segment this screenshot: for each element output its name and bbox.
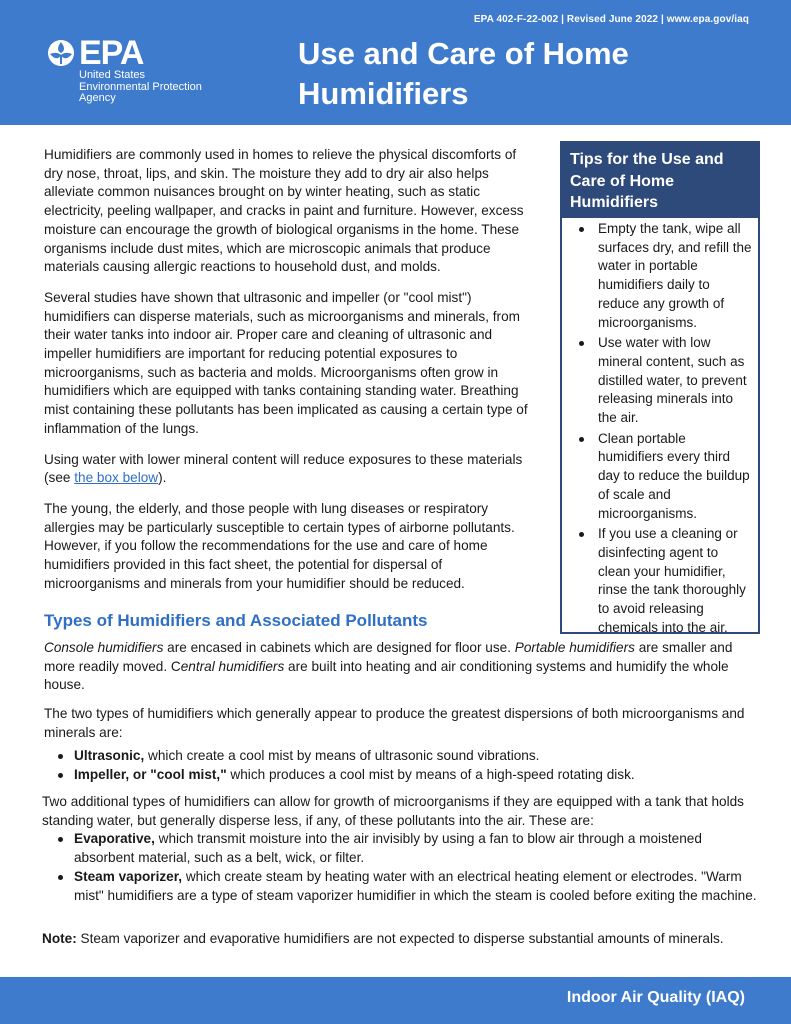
box-below-link[interactable]: the box below	[74, 470, 159, 486]
list-item	[44, 830, 758, 867]
footer-banner	[0, 977, 791, 1024]
greatest-dispersion-section	[44, 705, 756, 785]
item-text: which transmit moisture into the air invisibly by using a fan to blow air through a moistened absorbent material, such as a belt, wick, or filter.	[74, 831, 702, 866]
list-item	[44, 747, 756, 766]
item-text: which create steam by heating water with an electrical heating element or electrodes. "Warm mist" humidifiers are a type of steam vaporizer humidifier in which the steam is cooled before exiting the machine.	[74, 868, 757, 903]
epa-logo[interactable]	[46, 34, 236, 105]
tips-sidebar	[560, 141, 760, 634]
types-definitions	[44, 639, 756, 695]
console-term: Console humidifiers	[44, 640, 164, 655]
tip-item: Use water with low mineral content, such as distilled water, to prevent releasing minerals into the air.	[562, 334, 758, 428]
intro-paragraph-4: The young, the elderly, and those people with lung diseases or respiratory allergies may be particularly susceptible to certain types of airborne pollutants. However, if you follow the recommendations for the use and care of home humidifiers provided in this fact sheet, the potential for dispersal of microorganisms and minerals from your humidifier should be reduced.	[44, 500, 515, 591]
document-id: EPA 402-F-22-002 | Revised June 2022 | www.epa.gov/iaq	[473, 14, 749, 25]
agency-name	[79, 70, 236, 105]
note-text: Steam vaporizer and evaporative humidifiers are not expected to disperse substantial amounts of minerals.	[76, 931, 724, 946]
item-term: Steam vaporizer,	[74, 868, 183, 884]
types-section-heading: Types of Humidifiers and Associated Pollutants	[44, 611, 428, 630]
intro-paragraph-1: Humidifiers are commonly used in homes to relieve the physical discomforts of dry nose, throat, lips, and skin. The moisture they add to dry air also helps alleviate common nuisances brought on by winter heating, such as static electricity, peeling wallpaper, and cracks in paint and furniture. However, excess moisture can encourage the growth of biological organisms in the home. These organisms include dust mites, which are microscopic animals that produce materials causing allergic reactions to household dust, and molds.	[44, 147, 524, 275]
tip-item: Empty the tank, wipe all surfaces dry, and refill the water in portable humidifiers daily to reduce any growth of microorganisms.	[562, 220, 758, 332]
item-term: Ultrasonic,	[74, 748, 145, 764]
header-banner	[0, 0, 791, 125]
tip-item: Clean portable humidifiers every third day to reduce the buildup of scale and microorganisms.	[562, 430, 758, 524]
footer-title: Indoor Air Quality (IAQ)	[566, 989, 745, 1006]
item-text: which create a cool mist by means of ultrasonic sound vibrations.	[144, 748, 540, 764]
note-section	[42, 930, 742, 949]
additional-list	[44, 830, 758, 905]
logo-text: EPA	[79, 34, 144, 72]
portable-term: Portable humidifiers	[514, 640, 635, 655]
intro-paragraph-3-start: Using water with lower mineral content will reduce exposures to these materials (see	[44, 451, 523, 486]
console-text: are encased in cabinets which are designed for floor use.	[163, 640, 515, 655]
tip-item: If you use a cleaning or disinfecting agent to clean your humidifier, rinse the tank thoroughly to avoid releasing chemicals into the air.	[562, 525, 758, 637]
central-term: entral humidifiers	[180, 658, 285, 674]
additional-types-section	[42, 793, 758, 905]
two-types-intro: The two types of humidifiers which generally appear to produce the greatest dispersions of both microorganisms and minerals are:	[44, 706, 745, 740]
intro-paragraph-3	[44, 451, 538, 488]
list-item	[44, 868, 758, 905]
tips-list	[562, 220, 758, 637]
item-term: Evaporative,	[74, 831, 155, 847]
intro-section	[44, 146, 538, 605]
list-item	[44, 766, 756, 785]
additional-intro: Two additional types of humidifiers can allow for growth of microorganisms if they are equipped with a tank that holds standing water, but generally disperse less, if any, of these pollutants into the air. These are:	[42, 794, 744, 828]
item-term: Impeller, or "cool mist,"	[74, 767, 227, 783]
intro-paragraph-3-end: ).	[158, 470, 167, 486]
greatest-list	[44, 747, 756, 784]
item-text: which produces a cool mist by means of a high-speed rotating disk.	[226, 767, 635, 783]
page-title: Use and Care of Home Humidifiers	[298, 36, 629, 111]
intro-paragraph-2: Several studies have shown that ultrasonic and impeller (or "cool mist") humidifiers can disperse materials, such as microorganisms and minerals, from their water tanks into indoor air. Proper care and cleaning of ultrasonic and impeller humidifiers are important for reducing potential exposures to microorganisms, such as bacteria and molds. Microorganisms often grow in humidifiers which are equipped with tanks containing standing water. Breathing mist containing these pollutants has been implicated as causing a certain type of inflammation of the lungs.	[44, 289, 528, 436]
portable-text: are smaller and more readily moved. C	[44, 640, 733, 674]
agency-line-2: Environmental Protection	[79, 80, 202, 93]
central-text: are built into heating and air conditioning systems and humidify the whole house.	[44, 658, 729, 693]
agency-line-3: Agency	[79, 92, 116, 104]
epa-flower-icon	[46, 38, 76, 68]
note-label: Note:	[42, 931, 77, 946]
agency-line-1: United States	[79, 69, 146, 81]
types-definition-paragraph	[44, 639, 756, 695]
tips-title: Tips for the Use and Care of Home Humidifiers	[562, 143, 758, 218]
note-paragraph	[42, 930, 742, 949]
